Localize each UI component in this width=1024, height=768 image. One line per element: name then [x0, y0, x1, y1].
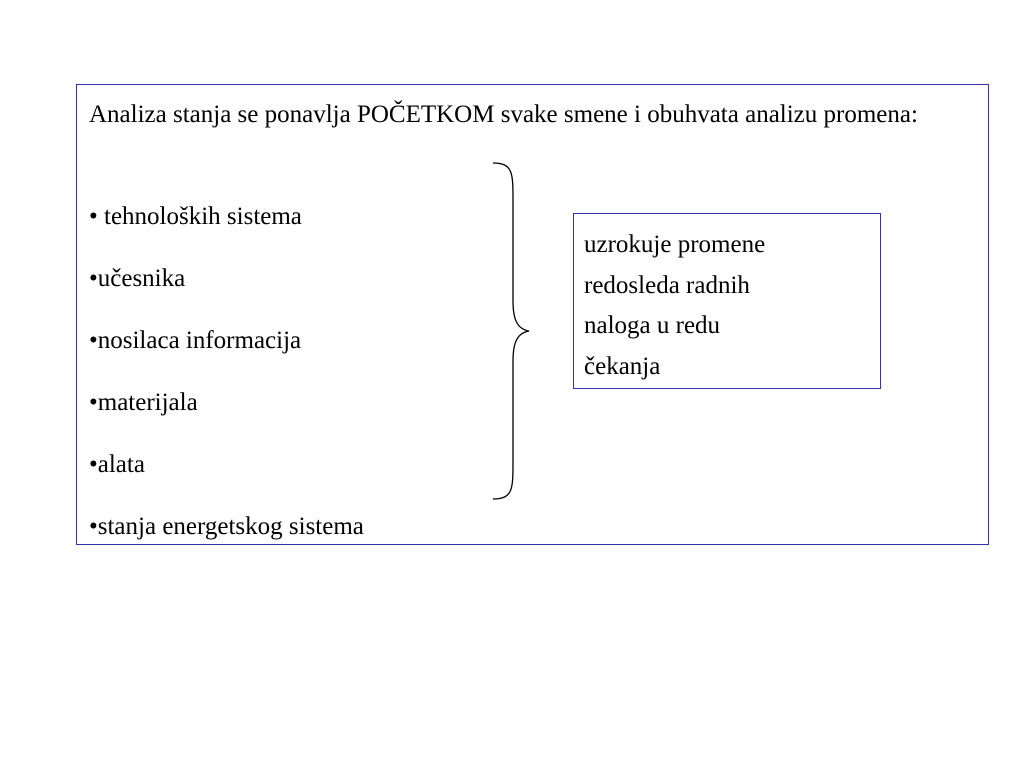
result-line: redosleda radnih [584, 271, 750, 299]
bullet-item: •materijala [89, 389, 198, 416]
bullet-item: • tehnoloških sistema [89, 203, 302, 230]
result-line: uzrokuje promene [584, 231, 766, 258]
bullet-list [89, 197, 364, 569]
bullet-item: •nosilaca informacija [89, 327, 302, 354]
intro-text: Analiza stanja se ponavlja POČETKOM svake smene i obuhvata analizu promena: [89, 101, 918, 128]
right-brace-icon [491, 161, 531, 501]
main-content-box [76, 84, 989, 545]
result-line: naloga u redu [584, 312, 721, 339]
bullet-item: •učesnika [89, 265, 186, 292]
bullet-item: •stanja energetskog sistema [89, 513, 364, 540]
result-box [573, 213, 881, 389]
result-line: čekanja [584, 352, 661, 380]
bullet-item: •alata [89, 451, 145, 478]
